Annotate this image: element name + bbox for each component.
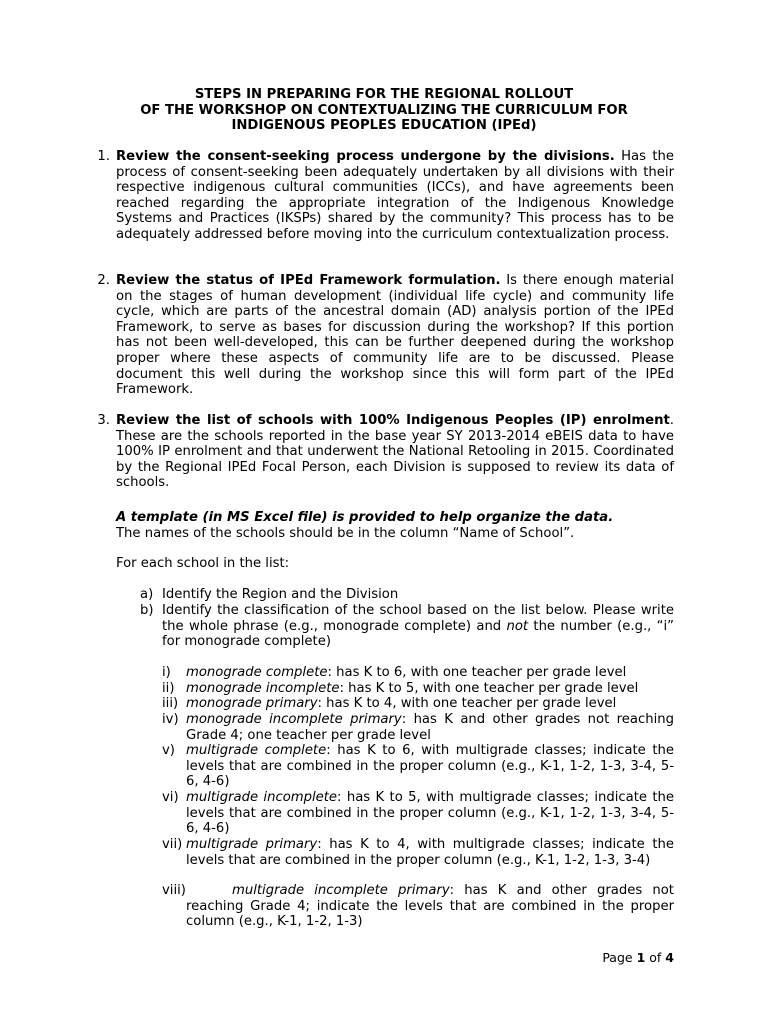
classification-term: multigrade primary (186, 837, 318, 852)
classification-term: monograde primary (186, 696, 318, 711)
step-text: Is there enough material on the stages of human development (individual life cycle) and community life cycle, which are parts of the ancestral domain (AD) analysis portion of the IPEd Framework, to serve as bases for discussion during the workshop? If this portion has not been well-developed, this can be further deepened during the workshop proper where these aspects of community life are to be discussed. Please document this well during the workshop since this will form part of the IPEd Framework. (116, 273, 674, 398)
step-text: . These are the schools reported in the base year SY 2013-2014 eBEIS data to have 100% IP enrolment and that underwent the National Retooling in 2015. Coordinated by the Regional IPEd Focal Person, each Division is supposed to review its data of schools. (116, 413, 674, 491)
sub-item-label: b) (140, 603, 154, 618)
classification-5 (162, 743, 674, 790)
classification-6 (162, 790, 674, 837)
page-footer (602, 950, 674, 966)
classification-label: viii) (162, 883, 186, 898)
classification-term: multigrade incomplete primary (232, 883, 450, 898)
classification-desc: : has K to 6, with one teacher per grade level (327, 665, 627, 680)
page-label: Page (602, 950, 633, 965)
sub-item-italic: not (506, 618, 529, 634)
title-line-3: INDIGENOUS PEOPLES EDUCATION (IPEd) (231, 118, 537, 134)
classification-term: monograde incomplete (186, 681, 340, 696)
step-heading: Review the list of schools with 100% Indigenous Peoples (IP) enrolment (116, 413, 670, 428)
step-number: 3. (97, 413, 110, 428)
classification-label: v) (162, 743, 175, 758)
of-label: of (649, 950, 662, 965)
classification-desc: : has K and other grades not reaching Grade 4; one teacher per grade level (186, 712, 674, 743)
classification-desc: : has K to 5, with one teacher per grade level (339, 681, 639, 696)
classification-term: monograde complete (186, 665, 328, 680)
step-heading: Review the consent-seeking process undergone by the divisions. (116, 149, 615, 164)
classification-1 (162, 665, 674, 681)
step-heading: Review the status of IPEd Framework formulation. (116, 273, 501, 288)
classification-label: i) (162, 665, 171, 680)
template-note-text: The names of the schools should be in the column “Name of School”. (116, 525, 575, 541)
step-number: 1. (97, 149, 110, 164)
sub-item-a (140, 587, 674, 603)
classification-7 (162, 837, 674, 868)
classification-term: multigrade complete (186, 743, 327, 758)
sub-item-text: Identify the classification of the school based on the list below. Please write the whole phrase (e.g., monograde complete) and (162, 603, 674, 634)
classification-desc: : has K and other grades not reaching Grade 4; indicate the levels that are combined in the proper column (e.g., K-1, 1-2, 1-3) (186, 883, 674, 930)
page-number: 1 (636, 950, 646, 965)
title-line-2: OF THE WORKSHOP ON CONTEXTUALIZING THE CURRICULUM FOR (140, 102, 628, 118)
classification-term: monograde incomplete primary (186, 712, 402, 727)
classification-4 (162, 712, 674, 743)
classification-label: vii) (162, 837, 183, 852)
sub-item-label: a) (140, 587, 154, 602)
classification-label: ii) (162, 681, 175, 696)
classification-8 (162, 883, 674, 930)
sub-item-b (140, 603, 674, 650)
classification-desc: : has K to 4, with multigrade classes; indicate the levels that are combined in the proper column (e.g., K-1, 1-2, 1-3, 3-4) (186, 837, 674, 868)
classification-desc: : has K to 6, with multigrade classes; indicate the levels that are combined in the proper column (e.g., K-1, 1-2, 1-3, 3-4, 5-6, 4-6) (186, 743, 674, 790)
classification-2 (162, 681, 674, 697)
classification-label: iii) (162, 696, 179, 711)
step-3 (90, 413, 674, 491)
classification-desc: : has K to 5, with multigrade classes; indicate the levels that are combined in the proper column (e.g., K-1, 1-2, 1-3, 3-4, 5-6, 4-6) (186, 790, 675, 837)
title-line-1: STEPS IN PREPARING FOR THE REGIONAL ROLLOUT (194, 87, 574, 102)
template-note (116, 510, 674, 541)
step-number: 2. (97, 273, 110, 288)
total-pages: 4 (665, 950, 674, 965)
sub-item-text-after: the number (e.g., “i” for monograde complete) (162, 618, 674, 650)
document-title (80, 87, 688, 134)
step-text: Has the process of consent-seeking been adequately undertaken by all divisions with their respective indigenous cultural communities (ICCs), and have agreements been reached regarding the appropriate integration of the Indigenous Knowledge Systems and Practices (IKSPs) shared by the community? This process has to be adequately addressed before moving into the curriculum contextualization process. (116, 149, 674, 242)
step-2 (90, 273, 674, 398)
for-each-intro: For each school in the list: (116, 556, 290, 571)
sub-item-text: Identify the Region and the Division (162, 587, 399, 602)
template-note-emphasis: A template (in MS Excel file) is provided to help organize the data. (116, 510, 614, 525)
step-1 (90, 149, 674, 243)
classification-label: vi) (162, 790, 179, 805)
classification-label: iv) (162, 712, 179, 727)
classification-term: multigrade incomplete (186, 790, 338, 805)
classification-desc: : has K to 4, with one teacher per grade level (317, 696, 617, 711)
classification-3 (162, 696, 674, 712)
